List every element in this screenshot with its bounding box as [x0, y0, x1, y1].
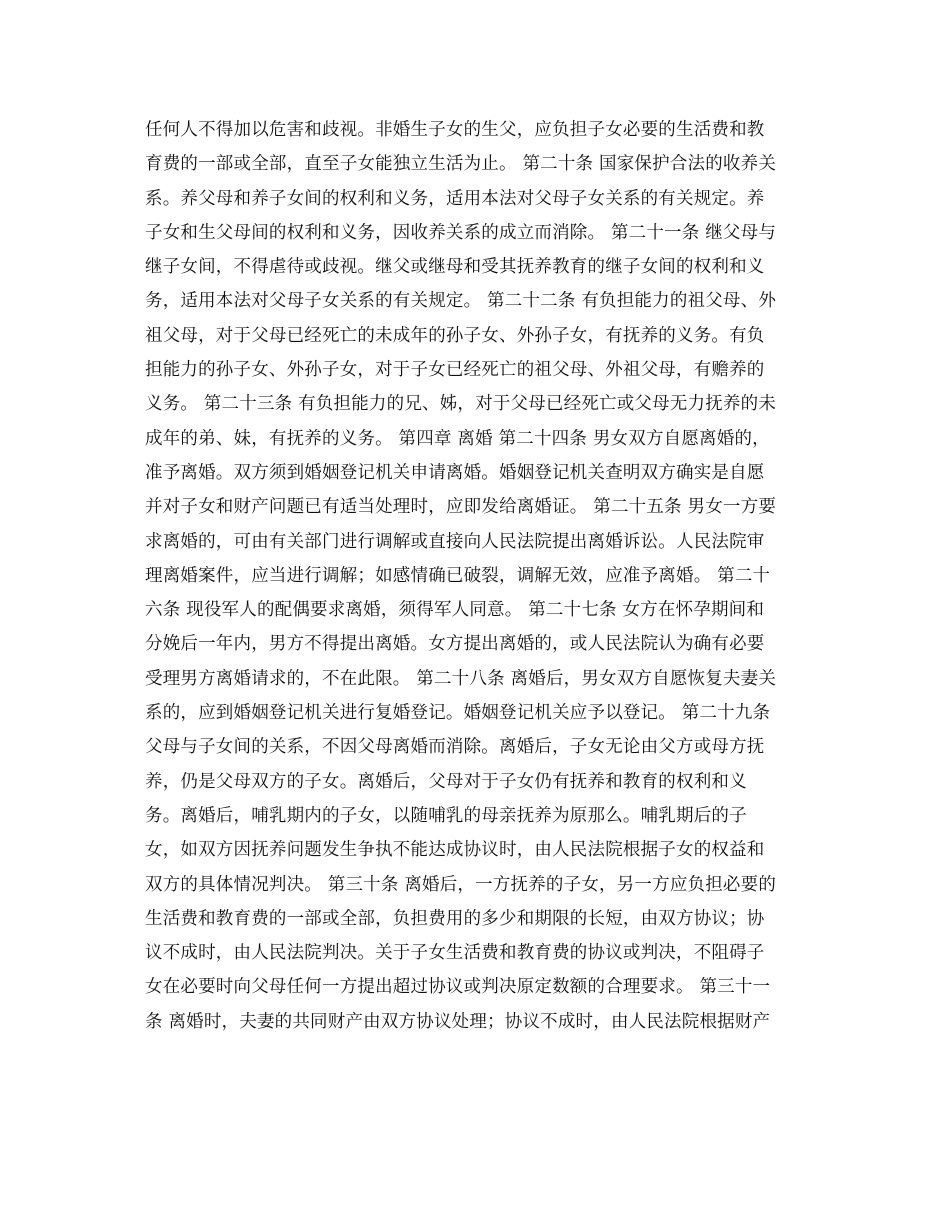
text-line: 六条 现役军人的配偶要求离婚，须得军人同意。 第二十七条 女方在怀孕期间和	[145, 600, 765, 621]
text-line: 任何人不得加以危害和歧视。非婚生子女的生父，应负担子女必要的生活费和教	[145, 120, 765, 140]
text-line: 继子女间，不得虐待或歧视。继父或继母和受其抚养教育的继子女间的权利和义	[145, 257, 765, 278]
body-text	[145, 113, 815, 1039]
text-line: 准予离婚。双方须到婚姻登记机关申请离婚。婚姻登记机关查明双方确实是自愿	[145, 462, 765, 483]
text-line: 义务。 第二十三条 有负担能力的兄、姊，对于父母已经死亡或父母无力抚养的未	[145, 394, 777, 415]
text-line: 求离婚的，可由有关部门进行调解或直接向人民法院提出离婚诉讼。人民法院审	[145, 531, 765, 552]
text-line: 成年的弟、妹，有抚养的义务。 第四章 离婚 第二十四条 男女双方自愿离婚的，	[145, 428, 770, 449]
text-line: 议不成时，由人民法院判决。关于子女生活费和教育费的协议或判决，不阻碍子	[145, 943, 765, 964]
text-line: 父母与子女间的关系，不因父母离婚而消除。离婚后，子女无论由父方或母方抚	[145, 737, 765, 758]
text-line: 担能力的孙子女、外孙子女，对于子女已经死亡的祖父母、外祖父母，有赡养的	[145, 360, 765, 381]
text-line: 条 离婚时，夫妻的共同财产由双方协议处理；协议不成时，由人民法院根据财产	[145, 1011, 771, 1032]
text-line: 并对子女和财产问题已有适当处理时，应即发给离婚证。 第二十五条 男女一方要	[145, 497, 777, 518]
text-line: 育费的一部或全部，直至子女能独立生活为止。 第二十条 国家保护合法的收养关	[145, 154, 777, 175]
text-line: 双方的具体情况判决。 第三十条 离婚后，一方抚养的子女，另一方应负担必要的	[145, 874, 777, 895]
text-line: 系的，应到婚姻登记机关进行复婚登记。婚姻登记机关应予以登记。 第二十九条	[145, 703, 771, 724]
text-line: 女，如双方因抚养问题发生争执不能达成协议时，由人民法院根据子女的权益和	[145, 840, 765, 861]
text-line: 受理男方离婚请求的，不在此限。 第二十八条 离婚后，男女双方自愿恢复夫妻关	[145, 668, 777, 689]
text-line: 分娩后一年内，男方不得提出离婚。女方提出离婚的，或人民法院认为确有必要	[145, 634, 765, 655]
text-line: 务。离婚后，哺乳期内的子女，以随哺乳的母亲抚养为原那么。哺乳期后的子	[145, 805, 747, 826]
text-line: 子女和生父母间的权利和义务，因收养关系的成立而消除。 第二十一条 继父母与	[145, 222, 777, 243]
text-line: 理离婚案件，应当进行调解；如感情确已破裂，调解无效，应准予离婚。 第二十	[145, 565, 771, 586]
text-line: 养，仍是父母双方的子女。离婚后，父母对于子女仍有抚养和教育的权利和义	[145, 771, 747, 792]
text-line: 祖父母，对于父母已经死亡的未成年的孙子女、外孙子女，有抚养的义务。有负	[145, 325, 765, 346]
text-line: 生活费和教育费的一部或全部，负担费用的多少和期限的长短，由双方协议；协	[145, 908, 765, 929]
text-line: 系。养父母和养子女间的权利和义务，适用本法对父母子女关系的有关规定。养	[145, 188, 765, 209]
text-line: 女在必要时向父母任何一方提出超过协议或判决原定数额的合理要求。 第三十一	[145, 977, 771, 998]
text-line: 务，适用本法对父母子女关系的有关规定。 第二十二条 有负担能力的祖父母、外	[145, 291, 777, 312]
